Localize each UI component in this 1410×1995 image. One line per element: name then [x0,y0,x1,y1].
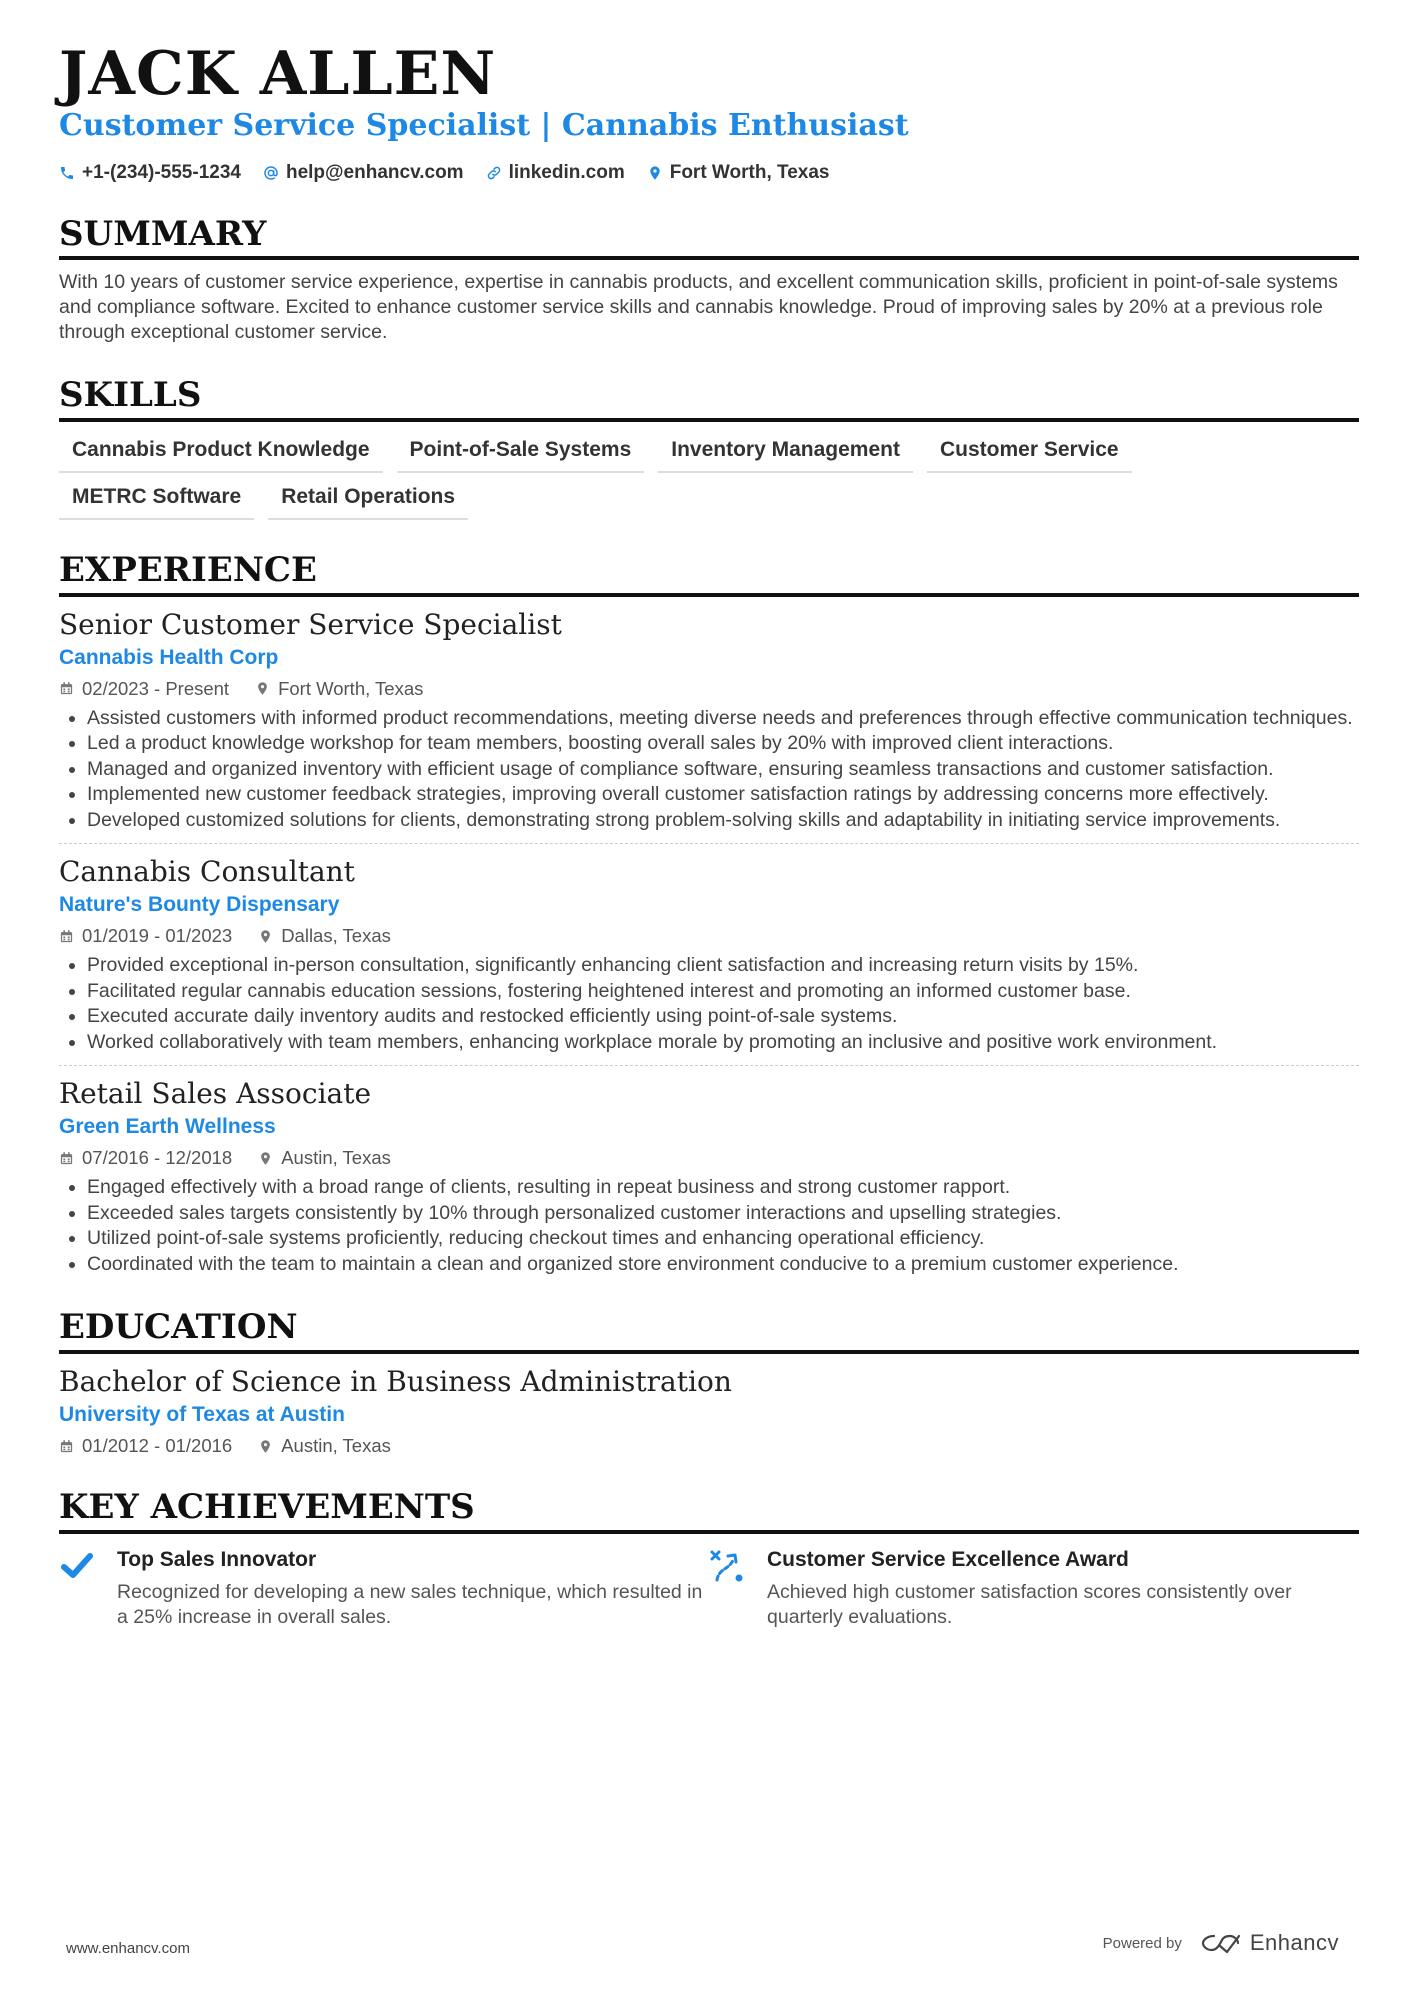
phone-text: +1-(234)-555-1234 [82,161,241,183]
bullet-item: • Utilized point-of-sale systems proficiently, reducing checkout times and enhancing operational efficiency. [87,1226,1359,1252]
at-icon [263,165,279,181]
achievement-description: Achieved high customer satisfaction scores consistently over quarterly evaluations. [767,1580,1292,1629]
bullet-item: • Worked collaboratively with team members, enhancing workplace morale by promoting an inclusive and positive work environment. [87,1030,1359,1056]
brand-name: Enhancv [1249,1930,1339,1955]
job-dates: 01/2019 - 01/2023 [82,925,233,947]
bullet-item: • Assisted customers with informed product recommendations, meeting diverse needs and preferences through effective communication techniques. [87,706,1359,732]
summary-heading: SUMMARY [59,214,1359,261]
summary-text: With 10 years of customer service experience, expertise in cannabis products, and excellent communication skills, proficient in point-of-sale systems and compliance software. Excited to enhance customer service skills and cannabis knowledge. Proud of improving sales by 20% at a previous role through exceptional customer service. [59,271,1338,344]
education-section [59,1307,1359,1457]
education-dates: 01/2012 - 01/2016 [82,1435,233,1457]
degree-title: Bachelor of Science in Business Administration [59,1365,732,1399]
job-location: Dallas, Texas [281,925,391,947]
skills-heading: SKILLS [59,375,1359,422]
phone-icon [59,165,75,181]
job-bullets [59,1175,1359,1277]
job-meta [59,925,1359,947]
skill-tag: Inventory Management [658,438,913,473]
candidate-title: Customer Service Specialist | Cannabis Enthusiast [59,108,909,143]
location-pin-icon [647,165,663,181]
job-entry [59,843,1359,1055]
bullet-item: • Exceeded sales targets consistently by 10% through personalized customer interactions and upselling strategies. [87,1201,1359,1227]
skill-tag: Retail Operations [268,485,468,520]
enhancv-logo-icon [1200,1932,1242,1954]
checkmark-icon [59,1548,95,1584]
achievement-title: Customer Service Excellence Award [767,1547,1129,1571]
location-pin-icon [258,1439,273,1454]
location-pin-icon [255,681,270,696]
education-entry [59,1364,1359,1457]
job-bullets [59,953,1359,1055]
bullet-item: • Facilitated regular cannabis education sessions, fostering heightened interest and promoting an informed customer base. [87,979,1359,1005]
contact-linkedin[interactable] [486,162,625,184]
education-meta [59,1435,1359,1457]
bullet-item: • Engaged effectively with a broad range of clients, resulting in repeat business and strong customer rapport. [87,1175,1359,1201]
calendar-icon [59,1439,74,1454]
achievement-item [59,1548,709,1631]
company-name[interactable]: Green Earth Wellness [59,1115,276,1139]
contact-bar [59,162,1359,184]
bullet-item: • Developed customized solutions for clients, demonstrating strong problem-solving skills and adaptability in initiating service improvements. [87,808,1359,834]
school-name[interactable]: University of Texas at Austin [59,1403,345,1427]
bullet-item: • Led a product knowledge workshop for team members, boosting overall sales by 20% with improved client interactions. [87,731,1359,757]
bullet-item: • Executed accurate daily inventory audits and restocked efficiently using point-of-sale systems. [87,1004,1359,1030]
enhancv-logo[interactable] [1200,1930,1339,1956]
job-dates: 02/2023 - Present [82,677,230,699]
experience-heading: EXPERIENCE [59,550,1359,597]
candidate-name: JACK ALLEN [59,39,497,109]
skill-tag: Cannabis Product Knowledge [59,438,383,473]
location-pin-icon [258,929,273,944]
achievement-title: Top Sales Innovator [117,1547,317,1571]
skills-section [59,375,1359,520]
skill-tag: METRC Software [59,485,254,520]
location-pin-icon [258,1151,273,1166]
achievement-item [709,1548,1359,1631]
calendar-icon [59,681,74,696]
bullet-item: • Managed and organized inventory with efficient usage of compliance software, ensuring seamless transactions and customer satisfaction. [87,757,1359,783]
resume-page [59,40,1359,1631]
job-meta [59,1147,1359,1169]
calendar-icon [59,929,74,944]
powered-by-text: Powered by [1102,1934,1182,1952]
contact-phone[interactable] [59,162,241,184]
email-text: help@enhancv.com [285,161,464,183]
job-entry [59,607,1359,834]
footer-branding [1103,1930,1339,1956]
job-meta [59,678,1359,700]
job-title: Cannabis Consultant [59,855,355,889]
skill-tag: Customer Service [927,438,1132,473]
skills-list [59,438,1309,520]
contact-email[interactable] [263,162,464,184]
bullet-item: • Implemented new customer feedback strategies, improving overall customer satisfaction ratings by addressing concerns more effectively. [87,782,1359,808]
skill-tag: Point-of-Sale Systems [397,438,645,473]
job-title: Senior Customer Service Specialist [59,607,562,641]
achievements-section [59,1487,1359,1631]
bullet-item: • Provided exceptional in-person consultation, significantly enhancing client satisfaction and increasing return visits by 15%. [87,953,1359,979]
job-title: Retail Sales Associate [59,1077,372,1111]
experience-section [59,550,1359,1277]
summary-section [59,214,1359,346]
job-bullets [59,706,1359,834]
company-name[interactable]: Nature's Bounty Dispensary [59,893,340,917]
linkedin-text: linkedin.com [508,161,625,183]
footer-website[interactable]: www.enhancv.com [66,1940,190,1957]
location-text: Fort Worth, Texas [669,161,830,183]
bullet-item: • Coordinated with the team to maintain a clean and organized store environment conducive to a premium customer experience. [87,1252,1359,1278]
job-dates: 07/2016 - 12/2018 [82,1147,233,1169]
strategy-icon [709,1548,745,1584]
job-location: Fort Worth, Texas [278,677,424,699]
link-icon [486,165,502,181]
education-heading: EDUCATION [59,1307,1359,1354]
calendar-icon [59,1151,74,1166]
achievement-description: Recognized for developing a new sales technique, which resulted in a 25% increase in overall sales. [117,1580,703,1629]
achievements-list [59,1548,1359,1631]
company-name[interactable]: Cannabis Health Corp [59,645,279,669]
job-entry [59,1065,1359,1277]
job-location: Austin, Texas [281,1147,391,1169]
education-location: Austin, Texas [281,1435,391,1457]
contact-location [647,162,830,184]
achievements-heading: KEY ACHIEVEMENTS [59,1487,1359,1534]
